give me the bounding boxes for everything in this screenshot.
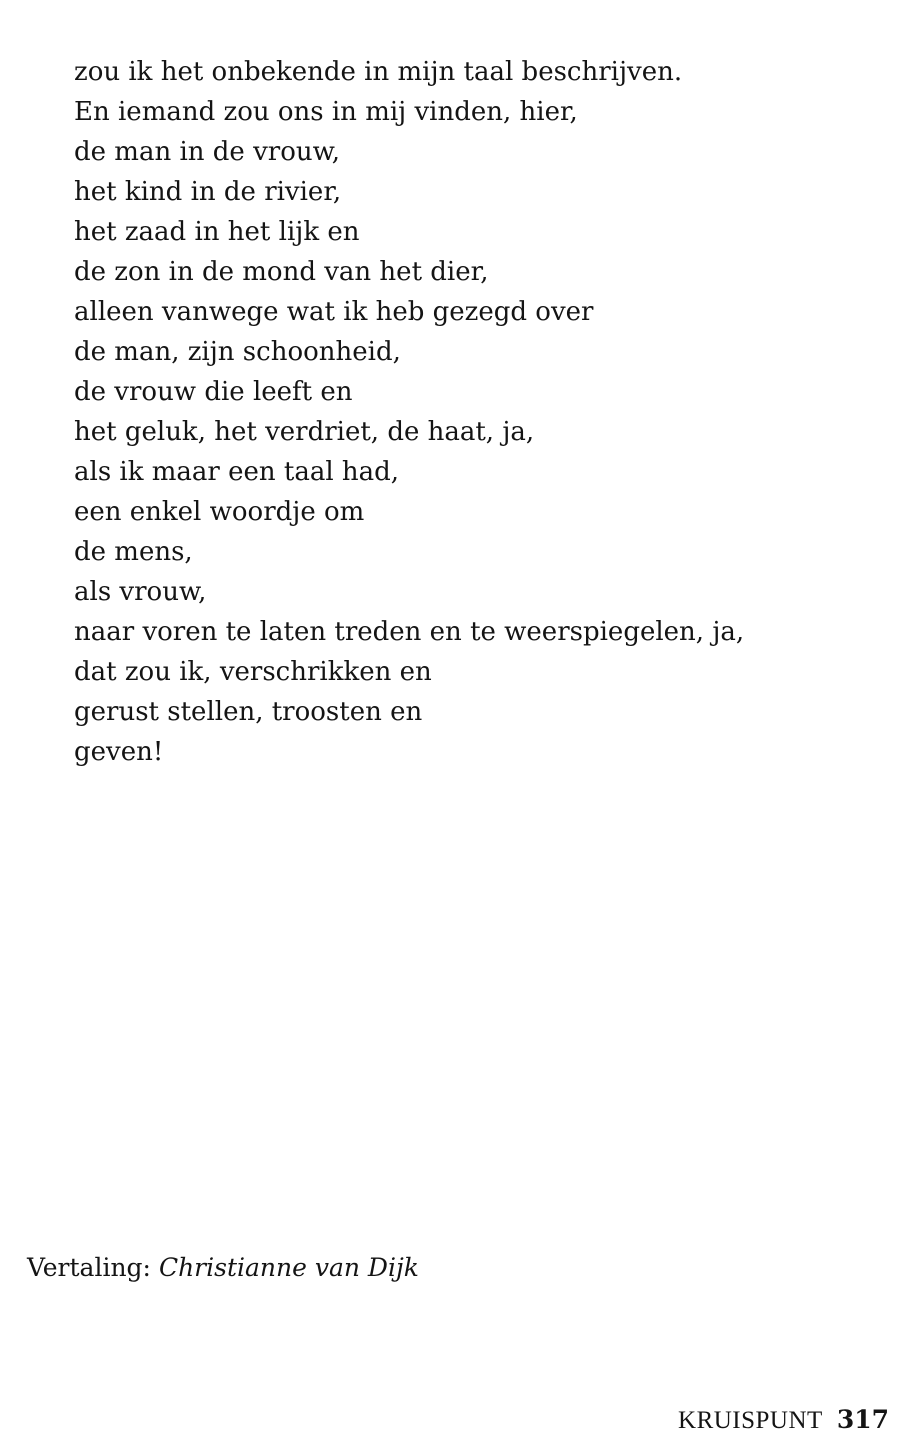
poem-text <box>74 52 744 772</box>
poem-line: een enkel woordje om <box>74 497 365 527</box>
poem-line: alleen vanwege wat ik heb gezegd over <box>74 297 594 327</box>
poem-line: als vrouw, <box>74 577 207 607</box>
page-footer <box>678 1402 889 1439</box>
poem-line: het geluk, het verdriet, de haat, ja, <box>74 417 535 447</box>
poem-line: de zon in de mond van het dier, <box>74 257 489 287</box>
poem-line: gerust stellen, troosten en <box>74 697 423 727</box>
poem-line: het kind in de rivier, <box>74 177 342 207</box>
translator-name: Christianne van Dijk <box>158 1253 419 1282</box>
journal-name: KRUISPUNT <box>678 1407 823 1434</box>
poem-line: de man in de vrouw, <box>74 137 341 167</box>
poem-line: als ik maar een taal had, <box>74 457 400 487</box>
poem-line: de mens, <box>74 537 193 567</box>
poem-line: naar voren te laten treden en te weerspiegelen, ja, <box>74 617 745 647</box>
translation-label: Vertaling: <box>27 1253 151 1282</box>
poem-line: geven! <box>74 737 164 767</box>
poem-line: dat zou ik, verschrikken en <box>74 657 432 687</box>
poem-line: En iemand zou ons in mij vinden, hier, <box>74 97 578 127</box>
poem-line: zou ik het onbekende in mijn taal beschrijven. <box>74 57 683 87</box>
poem-line: de man, zijn schoonheid, <box>74 337 401 367</box>
page-number: 317 <box>836 1405 889 1434</box>
translation-credit <box>27 1250 419 1286</box>
poem-line: het zaad in het lijk en <box>74 217 360 247</box>
poem-line: de vrouw die leeft en <box>74 377 353 407</box>
